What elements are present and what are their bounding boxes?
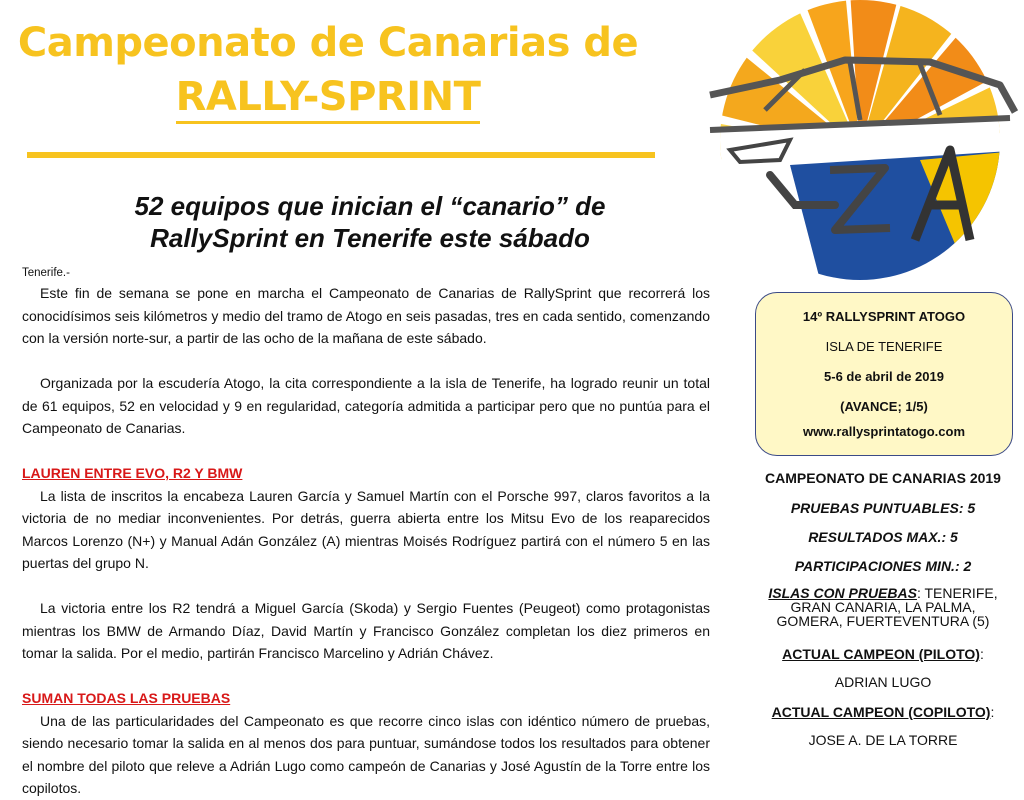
islas-line1: : TENERIFE,	[916, 585, 998, 601]
event-island: ISLA DE TENERIFE	[825, 339, 943, 354]
dateline: Tenerife.-	[22, 267, 70, 279]
section2-paragraph-1: Una de las particularidades del Campeonato es que recorre cinco islas con idéntico número de pruebas, siendo necesario tomar la salida en al menos dos para puntuar, sumándose todos los resultados para obtener el nombre del piloto que releve a Adrián Lugo como campeón de Canarias y José Agustín de la Torre entre los copilotos.	[22, 712, 710, 796]
title-divider	[27, 152, 655, 158]
campeon-copiloto-colon: :	[990, 704, 995, 720]
section-heading-lauren: LAUREN ENTRE EVO, R2 Y BMW	[22, 465, 243, 481]
event-info-box	[755, 292, 1013, 456]
campeon-piloto-label: ACTUAL CAMPEON (PILOTO)	[782, 646, 980, 662]
rally-car-logo-icon	[670, 0, 1024, 280]
campeon-copiloto: JOSE A. DE LA TORRE	[808, 732, 958, 748]
paragraph-gap	[22, 350, 710, 373]
championship-title: CAMPEONATO DE CANARIAS 2019	[765, 470, 1001, 486]
headline-line1: 52 equipos que inician el “canario” de	[134, 191, 606, 221]
article-paragraph-1: Este fin de semana se pone en marcha el Campeonato de Canarias de RallySprint que recorrerá los conocidísimos seis kilómetros y medio del tramo de Atogo en seis pasadas, tres en cada sentido, comenzando con la versión norte-sur, a partir de las ocho de la mañana de este sábado.	[22, 285, 710, 346]
islas-line2: GRAN CANARIA, LA PALMA,	[790, 599, 976, 615]
article-body	[22, 264, 710, 800]
islas-label: ISLAS CON PRUEBAS	[768, 585, 917, 601]
event-name: 14º RALLYSPRINT ATOGO	[802, 309, 966, 324]
pruebas-puntuables: PRUEBAS PUNTUABLES: 5	[790, 500, 976, 516]
event-website[interactable]: www.rallysprintatogo.com	[802, 424, 966, 439]
islas-con-pruebas	[742, 586, 1024, 628]
participaciones-min: PARTICIPACIONES MIN.: 2	[794, 558, 972, 574]
article-paragraph-2: Organizada por la escudería Atogo, la cita correspondiente a la isla de Tenerife, ha logrado reunir un total de 61 equipos, 52 en velocidad y 9 en regularidad, categoría admitida a participar pero que no puntúa para el Campeonato de Canarias.	[22, 375, 710, 436]
page-title-rally-sprint: RALLY-SPRINT	[176, 74, 481, 124]
campeon-piloto: ADRIAN LUGO	[834, 674, 932, 690]
event-dates: 5-6 de abril de 2019	[824, 369, 944, 384]
event-status: (AVANCE; 1/5)	[840, 399, 928, 414]
headline	[30, 190, 710, 254]
page-title-line2	[0, 74, 656, 120]
headline-line2: RallySprint en Tenerife este sábado	[150, 223, 590, 253]
paragraph-gap	[22, 665, 710, 688]
resultados-max: RESULTADOS MAX.: 5	[808, 529, 958, 545]
section1-paragraph-1: La lista de inscritos la encabeza Lauren García y Samuel Martín con el Porsche 997, claros favoritos a la victoria de no mediar inconvenientes. Por detrás, guerra abierta entre los Mitsu Evo de los reaparecidos Marcos Lorenzo (N+) y Manual Adán González (A) mientras Moisés Rodríguez partirá con el número 5 en las puertas del grupo N.	[22, 487, 710, 571]
page-title-line1: Campeonato de Canarias de	[17, 20, 639, 66]
campeon-copiloto-label: ACTUAL CAMPEON (COPILOTO)	[771, 704, 991, 720]
paragraph-gap	[22, 440, 710, 463]
campeon-piloto-colon: :	[979, 646, 984, 662]
section1-paragraph-2: La victoria entre los R2 tendrá a Miguel García (Skoda) y Sergio Fuentes (Peugeot) como protagonistas mientras los BMW de Armando Díaz, David Martín y Francisco González completan los diez primeros en tomar la salida. Por el medio, partirán Francisco Marcelino y Adrián Chávez.	[22, 600, 710, 661]
section-heading-suman: SUMAN TODAS LAS PRUEBAS	[22, 690, 231, 706]
paragraph-gap	[22, 575, 710, 598]
campeon-piloto-heading	[742, 646, 1024, 662]
campeon-copiloto-heading	[742, 704, 1024, 720]
islas-line3: GOMERA, FUERTEVENTURA (5)	[776, 613, 990, 629]
